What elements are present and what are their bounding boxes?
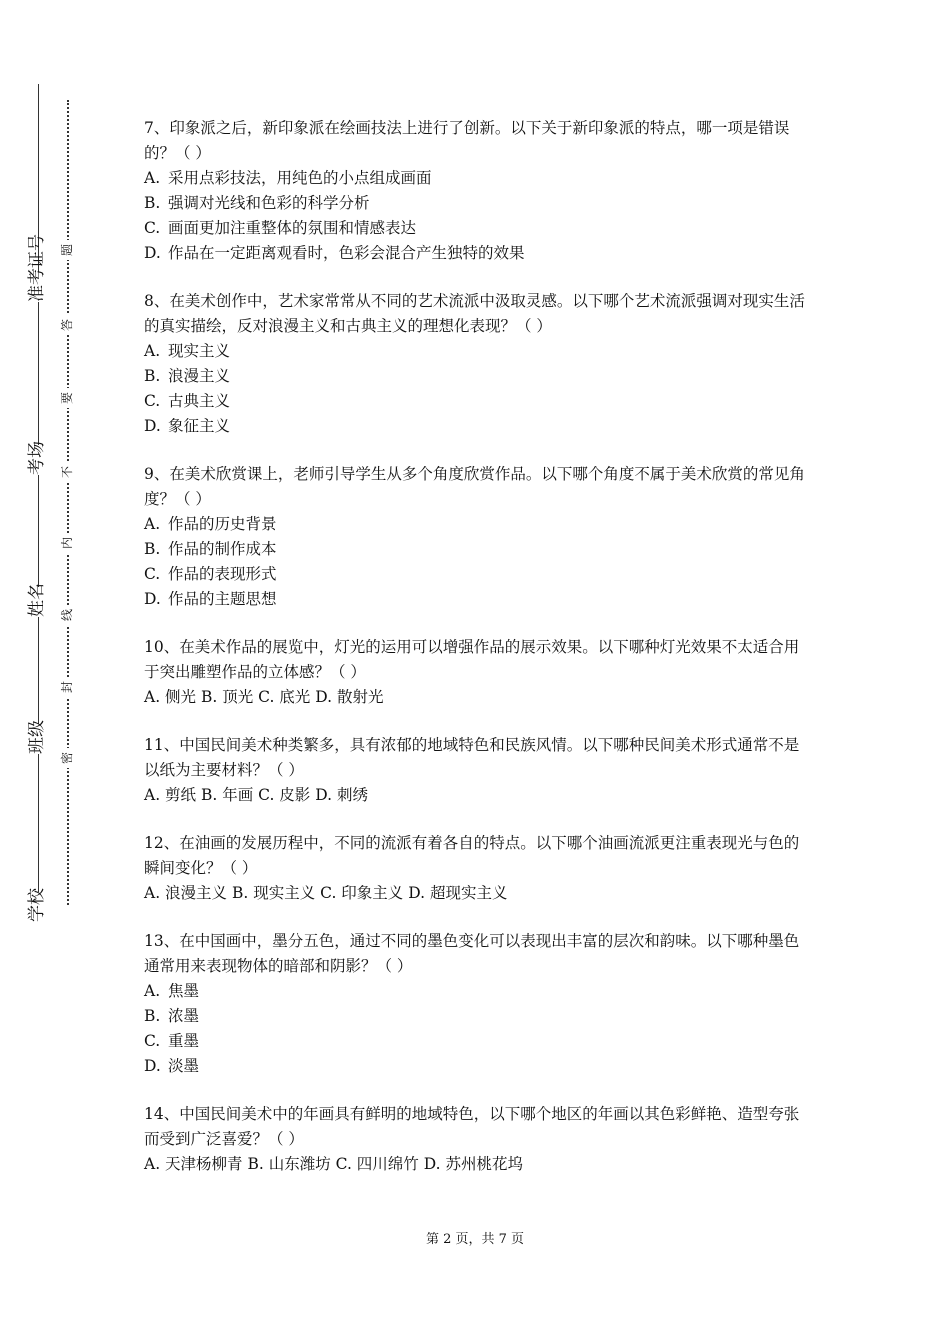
question-stem: 7、印象派之后，新印象派在绘画技法上进行了创新。以下关于新印象派的特点，哪一项是错误的？（ ） xyxy=(144,119,790,162)
question-11 xyxy=(144,733,814,808)
question-7 xyxy=(144,116,814,266)
school-label: 学校 xyxy=(22,892,52,922)
question-list xyxy=(144,116,814,1200)
question-9 xyxy=(144,462,814,612)
inline-options[interactable]: A. 剪纸 B. 年画 C. 皮影 D. 刺绣 xyxy=(144,786,368,804)
question-stem: 9、在美术欣赏课上，老师引导学生从多个角度欣赏作品。以下哪个角度不属于美术欣赏的常见角度？（ ） xyxy=(144,465,805,508)
question-8 xyxy=(144,289,814,439)
option-c[interactable]: C. 作品的表现形式 xyxy=(144,565,277,583)
seal-word: 题 xyxy=(57,240,77,260)
option-d[interactable]: D. 作品的主题思想 xyxy=(144,590,277,608)
question-13 xyxy=(144,929,814,1079)
option-b[interactable]: B. 浓墨 xyxy=(144,1007,200,1025)
question-14 xyxy=(144,1102,814,1177)
exam-room-label: 考场 xyxy=(22,445,52,475)
option-a[interactable]: A. 现实主义 xyxy=(144,342,231,360)
name-label: 姓名 xyxy=(22,587,52,617)
option-b[interactable]: B. 浪漫主义 xyxy=(144,367,231,385)
seal-word: 封 xyxy=(57,677,77,697)
question-stem: 8、在美术创作中，艺术家常常从不同的艺术流派中汲取灵感。以下哪个艺术流派强调对现实生活的真实描绘，反对浪漫主义和古典主义的理想化表现？（ ） xyxy=(144,292,805,335)
option-c[interactable]: C. 古典主义 xyxy=(144,392,231,410)
seal-word: 不 xyxy=(57,462,77,482)
question-stem: 13、在中国画中，墨分五色，通过不同的墨色变化可以表现出丰富的层次和韵味。以下哪种墨色通常用来表现物体的暗部和阴影？（ ） xyxy=(144,932,800,975)
exam-number-label: 准考证号 xyxy=(22,272,52,302)
option-d[interactable]: D. 淡墨 xyxy=(144,1057,200,1075)
binding-solid-line xyxy=(38,84,39,919)
option-d[interactable]: D. 作品在一定距离观看时，色彩会混合产生独特的效果 xyxy=(144,244,525,262)
option-c[interactable]: C. 画面更加注重整体的氛围和情感表达 xyxy=(144,219,417,237)
inline-options[interactable]: A. 天津杨柳青 B. 山东潍坊 C. 四川绵竹 D. 苏州桃花坞 xyxy=(144,1155,523,1173)
option-b[interactable]: B. 作品的制作成本 xyxy=(144,540,277,558)
seal-dotted-line xyxy=(67,100,69,905)
question-stem: 14、中国民间美术中的年画具有鲜明的地域特色，以下哪个地区的年画以其色彩鲜艳、造型夸张而受到广泛喜爱？（ ） xyxy=(144,1105,800,1148)
binding-strip xyxy=(0,0,110,1344)
option-d[interactable]: D. 象征主义 xyxy=(144,417,231,435)
question-12 xyxy=(144,831,814,906)
option-a[interactable]: A. 作品的历史背景 xyxy=(144,515,277,533)
option-a[interactable]: A. 焦墨 xyxy=(144,982,200,1000)
inline-options[interactable]: A. 侧光 B. 顶光 C. 底光 D. 散射光 xyxy=(144,688,384,706)
page-footer: 第 2 页，共 7 页 xyxy=(425,1232,525,1247)
question-stem: 12、在油画的发展历程中，不同的流派有着各自的特点。以下哪个油画流派更注重表现光与色的瞬间变化？（ ） xyxy=(144,834,800,877)
option-a[interactable]: A. 采用点彩技法，用纯色的小点组成画面 xyxy=(144,169,432,187)
seal-word: 线 xyxy=(57,605,77,625)
question-stem: 10、在美术作品的展览中，灯光的运用可以增强作品的展示效果。以下哪种灯光效果不太适合用于突出雕塑作品的立体感？（ ） xyxy=(144,638,800,681)
seal-word: 答 xyxy=(57,315,77,335)
seal-word: 密 xyxy=(57,748,77,768)
seal-word: 要 xyxy=(57,388,77,408)
inline-options[interactable]: A. 浪漫主义 B. 现实主义 C. 印象主义 D. 超现实主义 xyxy=(144,884,508,902)
option-b[interactable]: B. 强调对光线和色彩的科学分析 xyxy=(144,194,370,212)
option-c[interactable]: C. 重墨 xyxy=(144,1032,200,1050)
seal-word: 内 xyxy=(57,533,77,553)
question-stem: 11、中国民间美术种类繁多，具有浓郁的地域特色和民族风情。以下哪种民间美术形式通常不是以纸为主要材料？（ ） xyxy=(144,736,800,779)
question-10 xyxy=(144,635,814,710)
class-label: 班级 xyxy=(22,724,52,754)
